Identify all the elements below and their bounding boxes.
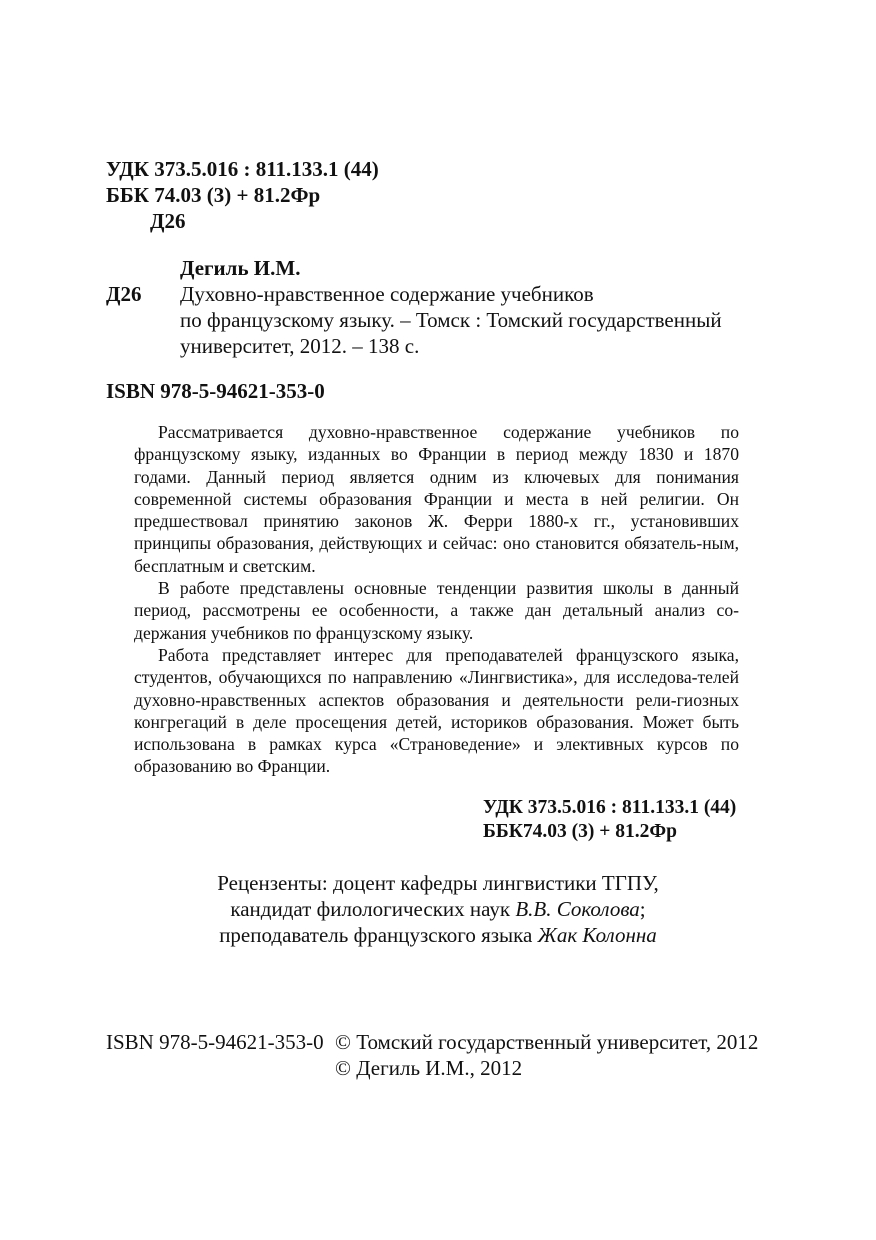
- reviewer-name: В.В. Соколова: [515, 897, 640, 921]
- entry-title-line: университет, 2012. – 138 с.: [180, 334, 420, 358]
- udk-code-bottom: УДК 373.5.016 : 811.133.1 (44): [483, 797, 737, 818]
- abstract: [134, 421, 739, 778]
- author-name: Дегиль И.М.: [180, 256, 301, 280]
- reviewers-line: Рецензенты: доцент кафедры лингвистики ТГПУ,: [217, 871, 659, 895]
- copyright-author: © Дегиль И.М., 2012: [335, 1056, 523, 1080]
- reviewer-punct: ;: [639, 897, 646, 921]
- reviewers: [180, 870, 696, 948]
- entry-author-mark: Д26: [106, 282, 142, 306]
- abstract-paragraph: Рассматривается духовно-нравственное содержание учебников по французскому языку, изданных во Франции в период между 1830 и 1870 годами. Данный период является одним из ключевых для понимания современной системы образования Франции и места в ней религии. Он предшествовал принятию законов Ж. Ферри 1880-х гг., установивших принципы образования, действующих и сейчас: оно становится обязатель-ным, бесплатным и светским.: [134, 422, 739, 576]
- reviewer-title: преподаватель французского языка: [219, 923, 538, 947]
- abstract-paragraph: Работа представляет интерес для преподавателей французского языка, студентов, обучающихся по направлению «Лингвистика», для исследова-телей духовно-нравственных аспектов образования и деятельности рели-гиозных конгрегаций в деле просещения детей, историков образования. Может быть использована в рамках курса «Страноведение» и элективных курсов по образованию во Франции.: [134, 644, 739, 777]
- isbn-bottom: ISBN 978-5-94621-353-0: [106, 1030, 324, 1054]
- bbk-code: ББК 74.03 (3) + 81.2Фр: [106, 183, 321, 207]
- isbn-top: ISBN 978-5-94621-353-0: [106, 379, 325, 403]
- reviewer-name: Жак Колонна: [537, 923, 657, 947]
- entry-title-line: Духовно-нравственное содержание учебников: [180, 282, 594, 306]
- abstract-paragraph: В работе представлены основные тенденции развития школы в данный период, рассмотрены ее особенности, а также дан детальный анализ со-держания учебников по французскому языку.: [134, 578, 739, 643]
- copyright-publisher: © Томский государственный университет, 2012: [335, 1030, 759, 1054]
- bbk-code-bottom: ББК74.03 (3) + 81.2Фр: [483, 821, 677, 842]
- author-mark: Д26: [150, 209, 186, 233]
- udk-code: УДК 373.5.016 : 811.133.1 (44): [106, 157, 379, 181]
- reviewer-title: кандидат филологических наук: [230, 897, 516, 921]
- reviewers-line: [180, 896, 696, 922]
- entry-title-line: по французскому языку. – Томск : Томский государственный: [180, 308, 722, 332]
- reviewers-line: [180, 922, 696, 948]
